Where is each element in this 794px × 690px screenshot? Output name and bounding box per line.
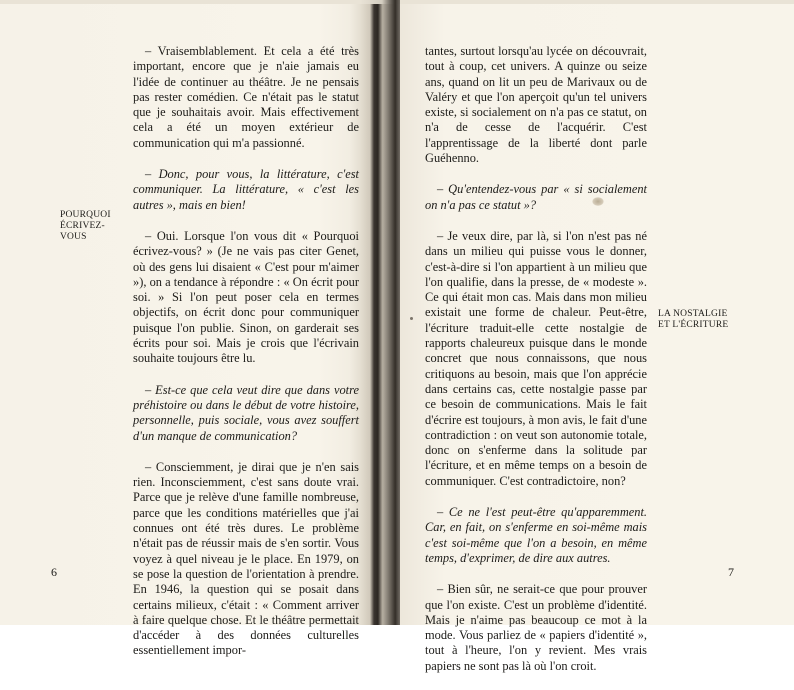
paragraph-question: – Donc, pour vous, la littérature, c'est communiquer. La littérature, « c'est les autres », mais en bien!: [133, 167, 359, 212]
right-page-number: 7: [728, 565, 734, 579]
paragraph: – Consciemment, je dirai que je n'en sais rien. Inconsciemment, c'est sans doute vrai. Parce que je relève d'une famille nombreuse, parce que les conditions matérielles que j'ai connues ont été très dures. Le problème n'était pas de réussir mais de s'en sortir. Vous voyez à quel niveau je le place. En 1979, on se pose la question de l'orientation à prendre. En 1946, la question qui se posait dans certains milieux, c'était : « Comment arriver à faire quelque chose. Et le théâtre permettait d'accéder à des données culturelles essentiellement impor-: [133, 459, 359, 658]
ink-dot: [410, 317, 413, 320]
left-page-text: [133, 44, 359, 675]
right-margin-note: LA NOSTALGIE ET L'ÉCRITURE: [658, 309, 729, 330]
left-margin-note: POURQUOI ÉCRIVEZ-VOUS: [60, 210, 111, 242]
paragraph: – Oui. Lorsque l'on vous dit « Pourquoi écrivez-vous? » (Je ne vais pas citer Genet, où des gens lui disaient « C'est pour m'aimer »), on a tendance à répondre : « On écrit pour soi. » Si l'on peut poser cela en termes objectifs, on écrit donc pour communiquer puisque l'on publie. Sinon, on garderait ses écrits pour soi. Mais je crois que l'écrivain souhaite toujours être lu.: [133, 228, 359, 366]
right-page-text: [425, 44, 647, 690]
paragraph-question: – Ce ne l'est peut-être qu'apparemment. Car, en fait, on s'enferme en soi-même mais c'est soi-même que l'on a besoin, en même temps, d'exprimer, de dire aux autres.: [425, 505, 647, 565]
paragraph-question: – Est-ce que cela veut dire que dans votre préhistoire ou dans le début de votre histoire, personnelle, puis sociale, vous avez souffert d'un manque de communication?: [133, 382, 359, 443]
paragraph: – Je veux dire, par là, si l'on n'est pas né dans un milieu qui puisse vous le donner, c'est-à-dire si l'on appartient à un milieu que l'on qualifie, dans la presse, de « modeste ». Ce qui était mon cas. Mais dans mon milieu existait une forme de chaleur. Peut-être, l'écriture traduit-elle cette nostalgie de rapports chaleureux puisque dans le monde concret que nous connaissons, que nous critiquons au besoin, mais que l'on apprécie dans certains cas, cette nostalgie passe par ce besoin de communications. Mais le fait d'écrire est toujours, à mon avis, le fait d'une contradiction : on veut son autonomie totale, donc on s'enferme dans la solitude par l'écriture, et en même temps on a besoin de communiquer. C'est contradictoire, non?: [425, 228, 647, 488]
paragraph-question: – Qu'entendez-vous par « si socialement on n'a pas ce statut »?: [425, 182, 647, 212]
paragraph-continuation: tantes, surtout lorsqu'au lycée on découvrait, tout à coup, cet univers. A quinze ou seize ans, quand on lit un peu de Marivaux ou de Valéry et que l'on aperçoit qu'un tel univers existe, si socialement on n'a pas ce statut, on n'a de cesse de l'acquérir. C'est l'apprentissage de la liberté dont parle Guéhenno.: [425, 44, 647, 166]
book-gutter: [360, 0, 400, 625]
paragraph: – Vraisemblablement. Et cela a été très important, encore que je n'aie jamais eu l'idée de continuer au théâtre. Je ne pensais pas rester comédien. Ce n'était pas le statut que je souhaitais avoir. Mais effectivement cela a été un moyen extérieur de communication qui m'a passionné.: [133, 44, 359, 150]
paragraph: – Bien sûr, ne serait-ce que pour prouver que l'on existe. C'est un problème d'identité. Mais je n'aime pas beaucoup ce mot à la mode. Vous parliez de « papiers d'identité », tout à l'heure, l'on y revient. Mes vrais papiers ne sont pas là où l'on croit.: [425, 582, 647, 673]
left-page-number: 6: [51, 565, 57, 579]
